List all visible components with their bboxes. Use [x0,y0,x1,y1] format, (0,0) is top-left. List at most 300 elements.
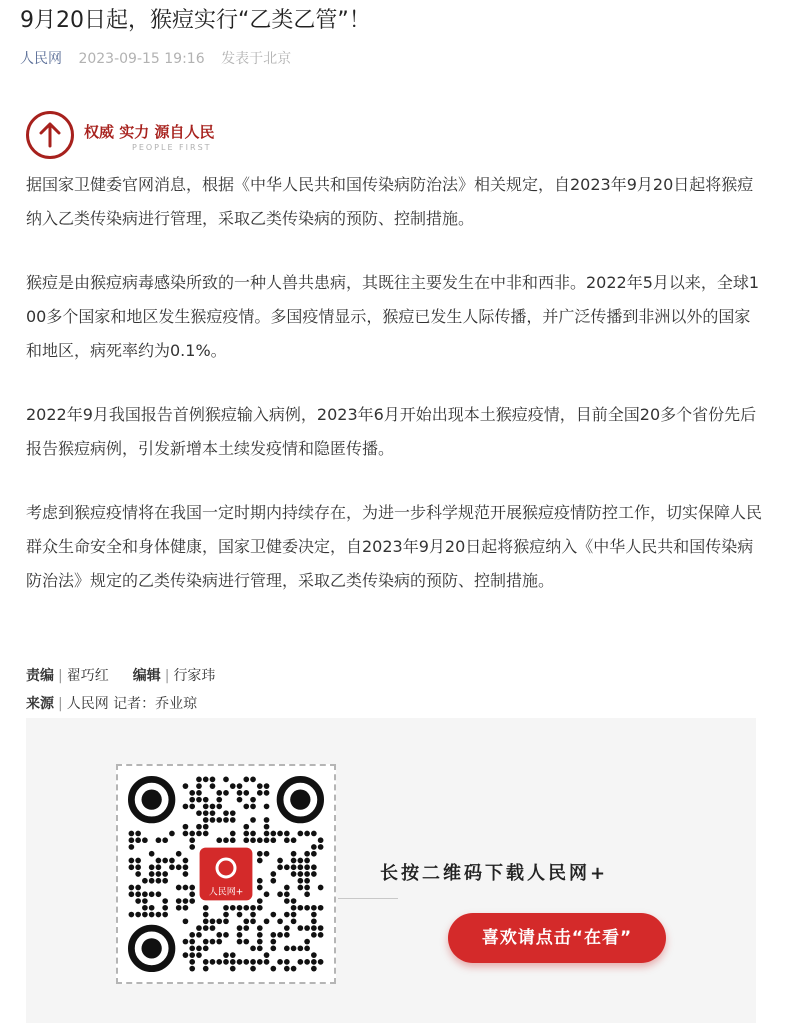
qr-module [183,804,189,810]
qr-module [223,932,229,938]
qr-module [298,885,304,891]
qr-module [135,858,141,864]
qr-module [311,864,317,870]
qr-module [304,885,310,891]
qr-module [189,804,195,810]
qr-module [189,797,195,803]
qr-module [189,831,195,837]
qr-module [189,932,195,938]
qr-module [304,864,310,870]
qr-module [149,878,155,884]
qr-module [277,891,283,897]
qr-module [183,898,189,904]
qr-module [291,966,297,972]
qr-module [311,831,317,837]
qr-module [176,851,182,857]
qr-module [318,925,324,931]
divider-line [338,898,398,899]
qr-module [183,905,189,911]
qr-module [210,959,216,965]
qr-module [156,878,162,884]
people-app-logo-text: 人民网+ [208,887,244,898]
qr-module [203,905,209,911]
qr-module [311,918,317,924]
qr-module [311,905,317,911]
qr-module [196,810,202,816]
qr-module [277,864,283,870]
qr-module [135,891,141,897]
qr-module [196,946,202,952]
qr-module [257,959,263,965]
editor2-label: 编辑 [132,668,161,684]
qr-module [243,918,249,924]
editor-name: 翟巧红 [66,668,109,684]
qr-module [135,912,141,918]
article-title: 9月20日起，猴痘实行“乙类乙管”！ [20,8,371,33]
qr-module [210,777,216,783]
qr-module [129,844,135,850]
qr-module [129,912,135,918]
qr-module [250,837,256,843]
brand-banner [26,111,256,161]
qr-module [129,831,135,837]
qr-module [284,831,290,837]
qr-module [318,885,324,891]
qr-module [311,851,317,857]
qr-module [162,871,168,877]
qr-module [203,777,209,783]
qr-module [223,837,229,843]
qr-module [203,959,209,965]
qr-module [169,858,175,864]
qr-module [210,939,216,945]
qr-module [162,905,168,911]
qr-module [264,918,270,924]
qr-module [183,824,189,830]
qr-module [203,831,209,837]
qr-module [243,824,249,830]
qr-module [223,959,229,965]
qr-module [176,864,182,870]
qr-module [257,885,263,891]
qr-module [284,932,290,938]
qr-module [237,797,243,803]
qr-module [304,878,310,884]
qr-module [257,783,263,789]
qr-module [162,898,168,904]
article-source-link[interactable]: 人民网 [20,51,62,67]
article-credits [26,662,215,718]
article-datetime: 2023-09-15 19:16 [78,51,205,67]
qr-module [284,966,290,972]
qr-module [284,837,290,843]
qr-promo-card [26,718,756,1023]
qr-module [189,898,195,904]
like-watching-button[interactable]: 喜欢请点击“在看” [448,913,666,963]
qr-module [183,939,189,945]
qr-prompt-text: 长按二维码下载人民网+ [380,863,609,884]
qr-module [318,844,324,850]
qr-module [264,804,270,810]
qr-module [243,837,249,843]
qr-module [129,837,135,843]
qr-module [304,939,310,945]
qr-module [203,797,209,803]
qr-module [129,891,135,897]
qr-module [149,905,155,911]
qr-module [135,885,141,891]
qr-module [264,790,270,796]
qr-module [183,918,189,924]
qr-module [183,783,189,789]
brand-slogan: 权威 实力 源自人民 [84,123,215,141]
qr-module [183,952,189,958]
qr-module [230,817,236,823]
editor-row [26,662,215,690]
qr-module [210,817,216,823]
qr-module [277,831,283,837]
qr-finder-center [142,790,162,810]
qr-module [304,871,310,877]
qr-module [291,898,297,904]
qr-module [250,946,256,952]
qr-module [298,831,304,837]
qr-module [277,918,283,924]
qr-module [216,918,222,924]
qr-module [291,858,297,864]
qr-module [176,885,182,891]
qr-module [243,939,249,945]
qr-module [270,966,276,972]
qr-module [291,871,297,877]
qr-module [203,824,209,830]
qr-module [298,925,304,931]
article-body [26,168,766,628]
qr-module [223,912,229,918]
qr-module [129,885,135,891]
qr-module [311,871,317,877]
qr-module [237,783,243,789]
qr-module [203,912,209,918]
qr-module [230,966,236,972]
qr-module [196,783,202,789]
editor-label: 责编 [26,668,54,684]
qr-module [250,905,256,911]
qr-module [216,817,222,823]
qr-module [142,905,148,911]
qr-module [250,918,256,924]
qr-module [156,858,162,864]
article-paragraph: 2022年9月我国报告首例猴痘输入病例，2023年6月开始出现本土猴痘疫情，目前全国20多个省份先后报告猴痘病例，引发新增本土续发疫情和隐匿传播。 [26,405,757,458]
qr-module [264,824,270,830]
qr-module [156,864,162,870]
qr-module [284,885,290,891]
qr-module [243,777,249,783]
qr-module [189,946,195,952]
qr-module [264,783,270,789]
qr-module [223,905,229,911]
qr-module [230,959,236,965]
qr-module [142,891,148,897]
qr-module [196,797,202,803]
qr-module [298,871,304,877]
article-paragraph: 考虑到猴痘疫情将在我国一定时期内持续存在，为进一步科学规范开展猴痘疫情防控工作，切实保障人民群众生命安全和身体健康，国家卫健委决定，自2023年9月20日起将猴痘纳入《中华人民共和国传染病防治法》规定的乙类传染病进行管理，采取乙类传染病的预防、控制措施。 [26,503,763,590]
qr-module [291,851,297,857]
qr-module [311,952,317,958]
qr-module [135,864,141,870]
qr-module [230,783,236,789]
qr-module [243,790,249,796]
source-label: 来源 [26,696,54,712]
qr-module [250,912,256,918]
qr-module [304,851,310,857]
qr-module [270,831,276,837]
qr-module [230,837,236,843]
qr-module [284,898,290,904]
qr-module [129,858,135,864]
source-row [26,690,215,718]
qr-module [149,912,155,918]
qr-module [318,905,324,911]
qr-module [270,946,276,952]
qr-module [304,905,310,911]
qr-module [142,912,148,918]
qr-module [237,932,243,938]
up-arrow-circle-icon [26,111,74,159]
qr-module [223,810,229,816]
qr-module [311,959,317,965]
qr-code[interactable] [116,764,336,984]
qr-module [216,804,222,810]
qr-module [135,871,141,877]
qr-module [142,898,148,904]
qr-module [257,851,263,857]
qr-module [196,831,202,837]
qr-module [298,905,304,911]
qr-module [189,837,195,843]
qr-module [189,790,195,796]
qr-module [210,783,216,789]
qr-module [318,959,324,965]
qr-module [183,864,189,870]
qr-module [237,939,243,945]
qr-module [257,946,263,952]
qr-module [277,959,283,965]
qr-module [250,777,256,783]
qr-module [169,831,175,837]
qr-module [203,810,209,816]
qr-module [162,837,168,843]
qr-module [203,966,209,972]
qr-module [243,925,249,931]
qr-module [203,925,209,931]
qr-module [284,912,290,918]
qr-module [237,790,243,796]
qr-module [304,946,310,952]
credit-separator: | [58,668,63,684]
qr-module [196,777,202,783]
qr-module [210,804,216,810]
qr-module [264,851,270,857]
qr-module [304,831,310,837]
qr-module [270,932,276,938]
qr-module [298,864,304,870]
qr-module [250,831,256,837]
qr-module [304,858,310,864]
qr-module [270,878,276,884]
qr-module [264,831,270,837]
qr-module [284,891,290,897]
qr-module [291,946,297,952]
qr-module [291,918,297,924]
qr-module [189,891,195,897]
qr-module [284,925,290,931]
qr-module [243,959,249,965]
qr-finder-center [142,938,162,958]
article-paragraph: 据国家卫健委官网消息，根据《中华人民共和国传染病防治法》相关规定，自2023年9月20日起将猴痘纳入乙类传染病进行管理，采取乙类传染病的预防、控制措施。 [26,175,754,228]
qr-module [196,952,202,958]
qr-module [237,905,243,911]
qr-module [149,864,155,870]
qr-module [223,918,229,924]
source-value: 人民网 记者：乔业琼 [66,696,198,712]
qr-module [230,952,236,958]
qr-module [203,918,209,924]
qr-module [304,925,310,931]
qr-finder-center [290,790,310,810]
qr-module [257,905,263,911]
qr-module [223,790,229,796]
qr-module [257,837,263,843]
qr-module [142,837,148,843]
qr-module [216,932,222,938]
qr-module [264,837,270,843]
qr-module [223,777,229,783]
qr-module [277,858,283,864]
qr-module [210,810,216,816]
qr-module [291,837,297,843]
qr-module [216,939,222,945]
qr-module [142,878,148,884]
qr-module [203,817,209,823]
article-paragraph: 猴痘是由猴痘病毒感染所致的一种人兽共患病，其既往主要发生在中非和西非。2022年5月以来，全球100多个国家和地区发生猴痘疫情。多国疫情显示，猴痘已发生人际传播，并广泛传播到非洲以外的国家和地区，病死率约为0.1%。 [26,273,760,360]
qr-module [311,844,317,850]
qr-module [257,939,263,945]
qr-module [257,925,263,931]
qr-module [243,804,249,810]
qr-module [250,797,256,803]
qr-module [203,939,209,945]
qr-module [176,905,182,911]
qr-module [189,959,195,965]
qr-module [291,905,297,911]
qr-module [250,804,256,810]
qr-module [243,905,249,911]
qr-module [223,952,229,958]
qr-module [284,864,290,870]
qr-module [189,939,195,945]
qr-module [304,959,310,965]
qr-module [156,891,162,897]
qr-module [156,837,162,843]
qr-module [237,912,243,918]
qr-module [298,878,304,884]
qr-module [135,898,141,904]
qr-module [250,966,256,972]
qr-module [189,885,195,891]
qr-module [203,946,209,952]
qr-module [162,878,168,884]
qr-module [311,912,317,918]
qr-module [270,912,276,918]
qr-module [264,959,270,965]
qr-module [237,959,243,965]
credit-separator: | [58,696,63,712]
qr-module [162,912,168,918]
qr-module [162,858,168,864]
qr-module [149,871,155,877]
qr-module [189,966,195,972]
qr-module [298,858,304,864]
qr-module [318,837,324,843]
qr-module [230,810,236,816]
qr-module [183,885,189,891]
qr-module [250,817,256,823]
qr-module [311,925,317,931]
qr-module [135,837,141,843]
qr-module [257,790,263,796]
qr-module [257,858,263,864]
qr-module [183,858,189,864]
qr-module [196,932,202,938]
qr-module [264,891,270,897]
qr-module [291,912,297,918]
qr-module [176,898,182,904]
qr-module [311,966,317,972]
qr-module [149,891,155,897]
qr-module [284,959,290,965]
qr-module [264,952,270,958]
credit-separator: | [164,668,170,684]
qr-module [277,932,283,938]
qr-module [210,918,216,924]
qr-module [216,790,222,796]
qr-module [304,891,310,897]
editor2-name: 行家玮 [173,668,216,684]
article-location: 发表于北京 [221,51,292,67]
qr-module [196,925,202,931]
qr-module [223,817,229,823]
qr-module [284,946,290,952]
qr-module [270,871,276,877]
qr-module [183,871,189,877]
qr-module [216,797,222,803]
qr-module [216,959,222,965]
qr-module [203,804,209,810]
qr-code-pattern [128,776,324,972]
qr-module [270,939,276,945]
qr-module [311,932,317,938]
qr-module [183,831,189,837]
qr-module [257,898,263,904]
qr-module [243,831,249,837]
qr-module [135,831,141,837]
brand-subtitle: PEOPLE FIRST [132,143,212,152]
qr-module [156,912,162,918]
qr-module [318,932,324,938]
qr-module [216,837,222,843]
qr-module [237,925,243,931]
